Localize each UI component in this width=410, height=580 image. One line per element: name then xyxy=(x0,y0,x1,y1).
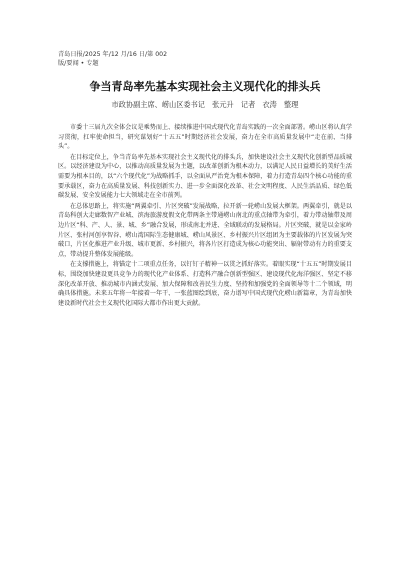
article-body xyxy=(58,123,352,309)
article-paragraph: 市委十三届九次全体会议是乘势而上、接续推进中国式现代化青岛实践的一次全面部署。崂山区将认真学习贯彻，扛牢使命担当，研究谋划好“十五五”时期经济社会发展，奋力在全市高质量发展中“走在前、当排头”。 xyxy=(58,124,352,151)
article-paragraph: 在目标定位上，争当青岛率先基本实现社会主义现代化的排头兵，加快建设社会主义现代化创新型品质城区。以经济建设为中心，以推动高质量发展为主题，以改革创新为根本动力，以满足人民日益增长的美好生活需要为根本目的，以“六个现代化”为战略抓手，以全面从严治党为根本保障，着力打造青岛四个核心功能的重要承载区，奋力在高质量发展、科技创新实力、进一步全面深化改革、社会文明程度、人民生活品质、绿色低碳发展、安全发展能力七大领域走在全市前列。 xyxy=(58,153,352,200)
article-byline: 市政协副主席、崂山区委书记 张元升 记者 衣涛 整理 xyxy=(111,100,299,109)
article-paragraph: 在支撑措施上，将锚定十二项重点任务，以钉钉子精神一以贯之抓好落实。着眼实现“十五五”时期发展目标，围绕加快建设更具竞争力的现代化产业体系、打造科产融合创新型强区、建设现代化海洋强区、坚定不移深化改革开放、推动城市内涵式发展、加大保障和改善民生力度、坚持和加强党的全面领导等十二个领域，明确具体措施。未来五年将一年接着一年干、一张蓝图绘到底，奋力谱写中国式现代化崂山新篇章，为青岛加快建设新时代社会主义现代化国际大都市作出更大贡献。 xyxy=(58,261,352,307)
newspaper-source-line: 青岛日报/2025 年/12 月/16 日/第 002 xyxy=(58,51,168,58)
newspaper-edition-line: 版/要闻 • 专题 xyxy=(58,60,99,67)
article-paragraph: 在总体思路上，将实施“两翼牵引、片区突破”发展战略，拉开新一轮崂山发展大框架。两翼牵引，就是以青岛科创大走廊数智产业城、滨海旅游度假文化带两条主带通崂山南北的重点轴带为牵引，着力带动轴带及周边片区“科、产、人、景、城、乡”融合发展，形成南北并进、全域联动的发展格局。片区突破，就是以金家岭片区、张村河创享智谷、崂山湾国际生态健康城、崂山风景区、乡村振兴片区组团为主要载体的片区发展为突破口，片区化推进产业升级、城市更新、乡村振兴，将各片区打造成为核心功能突出、辐射带动有力的重要支点，带动提升整体发展能级。 xyxy=(58,202,352,258)
article-title: 争当青岛率先基本实现社会主义现代化的排头兵 xyxy=(89,80,321,93)
